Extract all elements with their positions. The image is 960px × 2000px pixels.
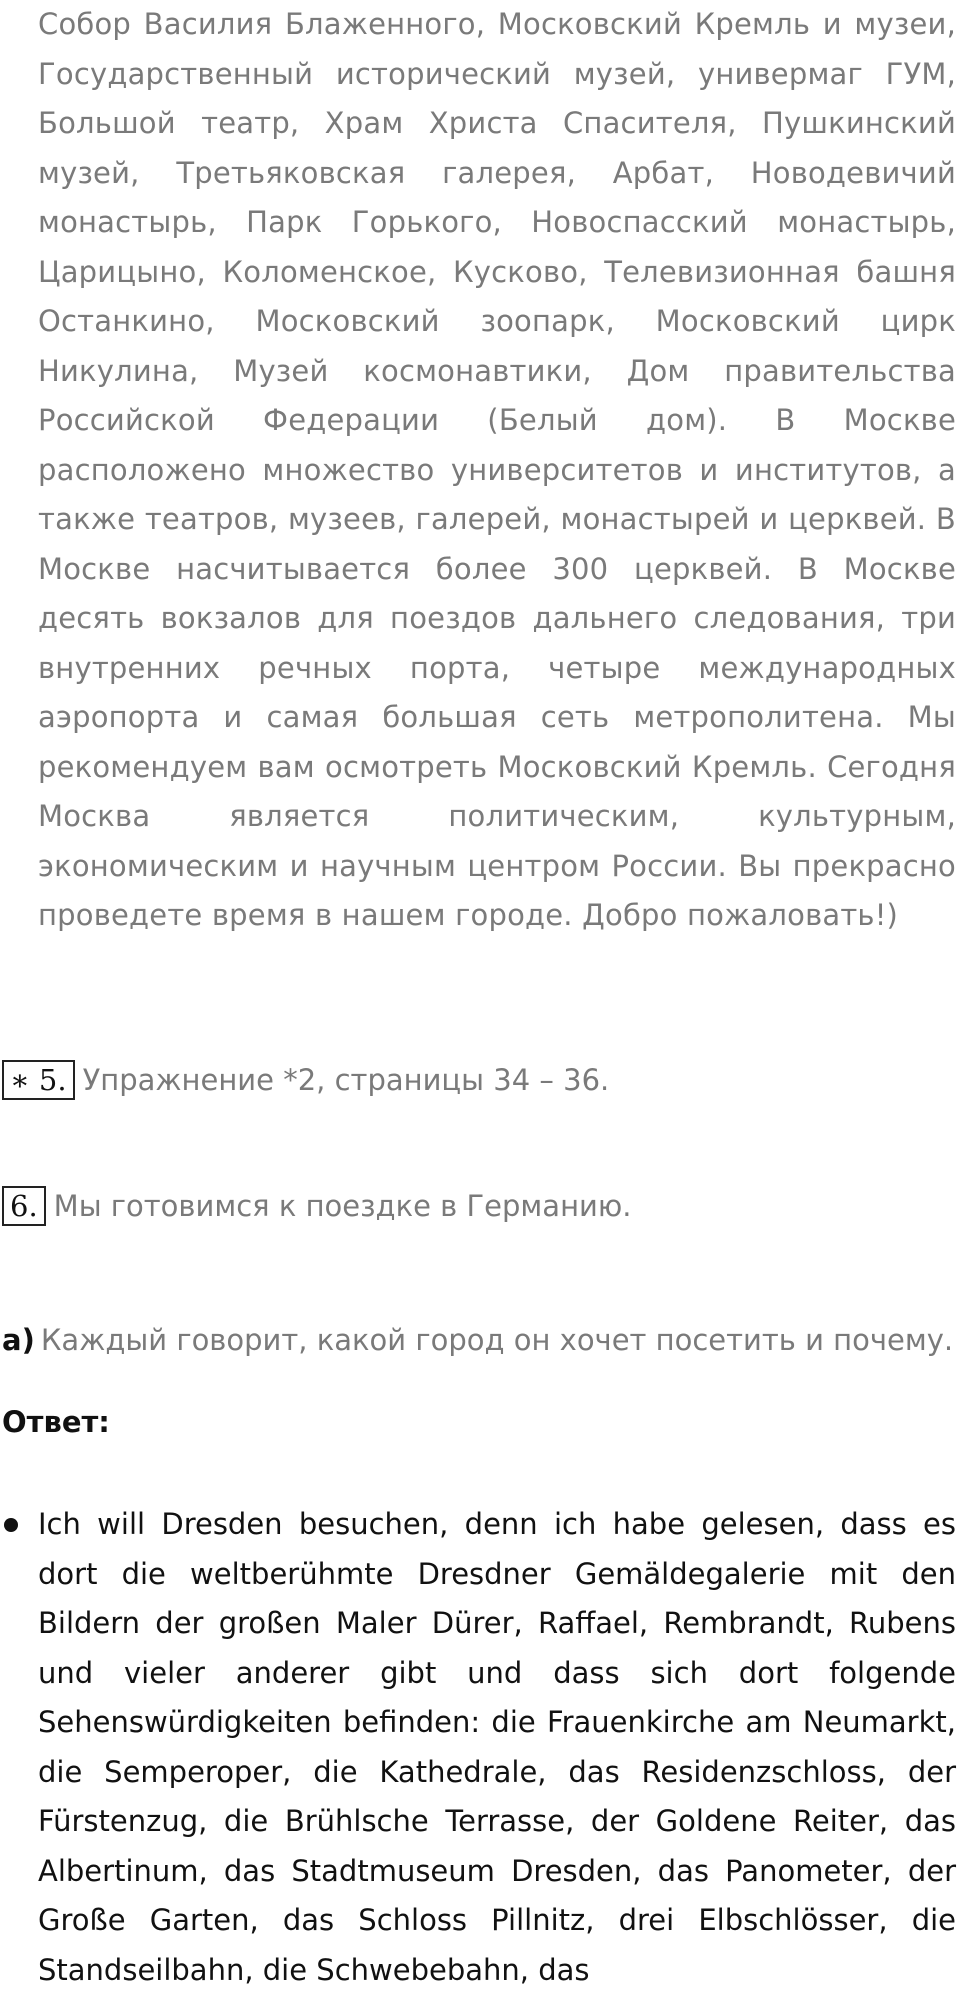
task-6-number: 6. <box>2 1186 46 1226</box>
task-5 <box>2 1060 609 1100</box>
subtask-a-letter: а) <box>2 1323 35 1357</box>
task-6-text: Мы готовимся к поездке в Германию. <box>53 1189 632 1223</box>
task-6 <box>2 1186 632 1226</box>
task-5-text: Упражнение *2, страницы 34 – 36. <box>82 1063 610 1097</box>
subtask-a-text: Каждый говорит, какой город он хочет посетить и почему. <box>40 1323 954 1357</box>
answer-heading: Ответ: <box>2 1405 110 1439</box>
moscow-sights-paragraph: Собор Василия Блаженного, Московский Кремль и музеи, Государственный исторический музей, универмаг ГУМ, Большой театр, Храм Христа Спасителя, Пушкинский музей, Третьяковская галерея, Арбат, Новодевичий монастырь, Парк Горького, Новоспасский монастырь, Царицыно, Коломенское, Кусково, Телевизионная башня Останкино, Московский зоопарк, Московский цирк Никулина, Музей космонавтики, Дом правительства Российской Федерации (Белый дом). В Москве расположено множество университетов и институтов, а также театров, музеев, галерей, монастырей и церквей. В Москве насчитывается более 300 церквей. В Москве десять вокзалов для поездов дальнего следования, три внутренних речных порта, четыре международных аэропорта и самая большая сеть метрополитена. Мы рекомендуем вам осмотреть Московский Кремль. Сегодня Москва является политическим, культурным, экономическим и научным центром России. Вы прекрасно проведете время в нашем городе. Добро пожаловать!) <box>38 7 956 932</box>
bullet-icon <box>4 1518 18 1532</box>
answer-list <box>0 1500 956 1995</box>
answer-item-text: Ich will Dresden besuchen, denn ich habe gelesen, dass es dort die weltberühmte Dresdner Gemäldegalerie mit den Bildern der großen Maler Dürer, Raffael, Rembrandt, Rubens und vieler anderer gibt und dass sich dort folgende Sehenswürdigkeiten befinden: die Frauenkirche am Neumarkt, die Semperoper, die Kathedrale, das Residenzschloss, der Fürstenzug, die Brühlsche Terrasse, der Goldene Reiter, das Albertinum, das Stadtmuseum Dresden, das Panometer, der Große Garten, das Schloss Pillnitz, drei Elbschlösser, die Standseilbahn, die Schwebebahn, das <box>38 1507 956 1987</box>
list-item <box>0 1500 956 1995</box>
subtask-a <box>2 1320 953 1360</box>
task-5-number: ∗ 5. <box>2 1060 75 1100</box>
